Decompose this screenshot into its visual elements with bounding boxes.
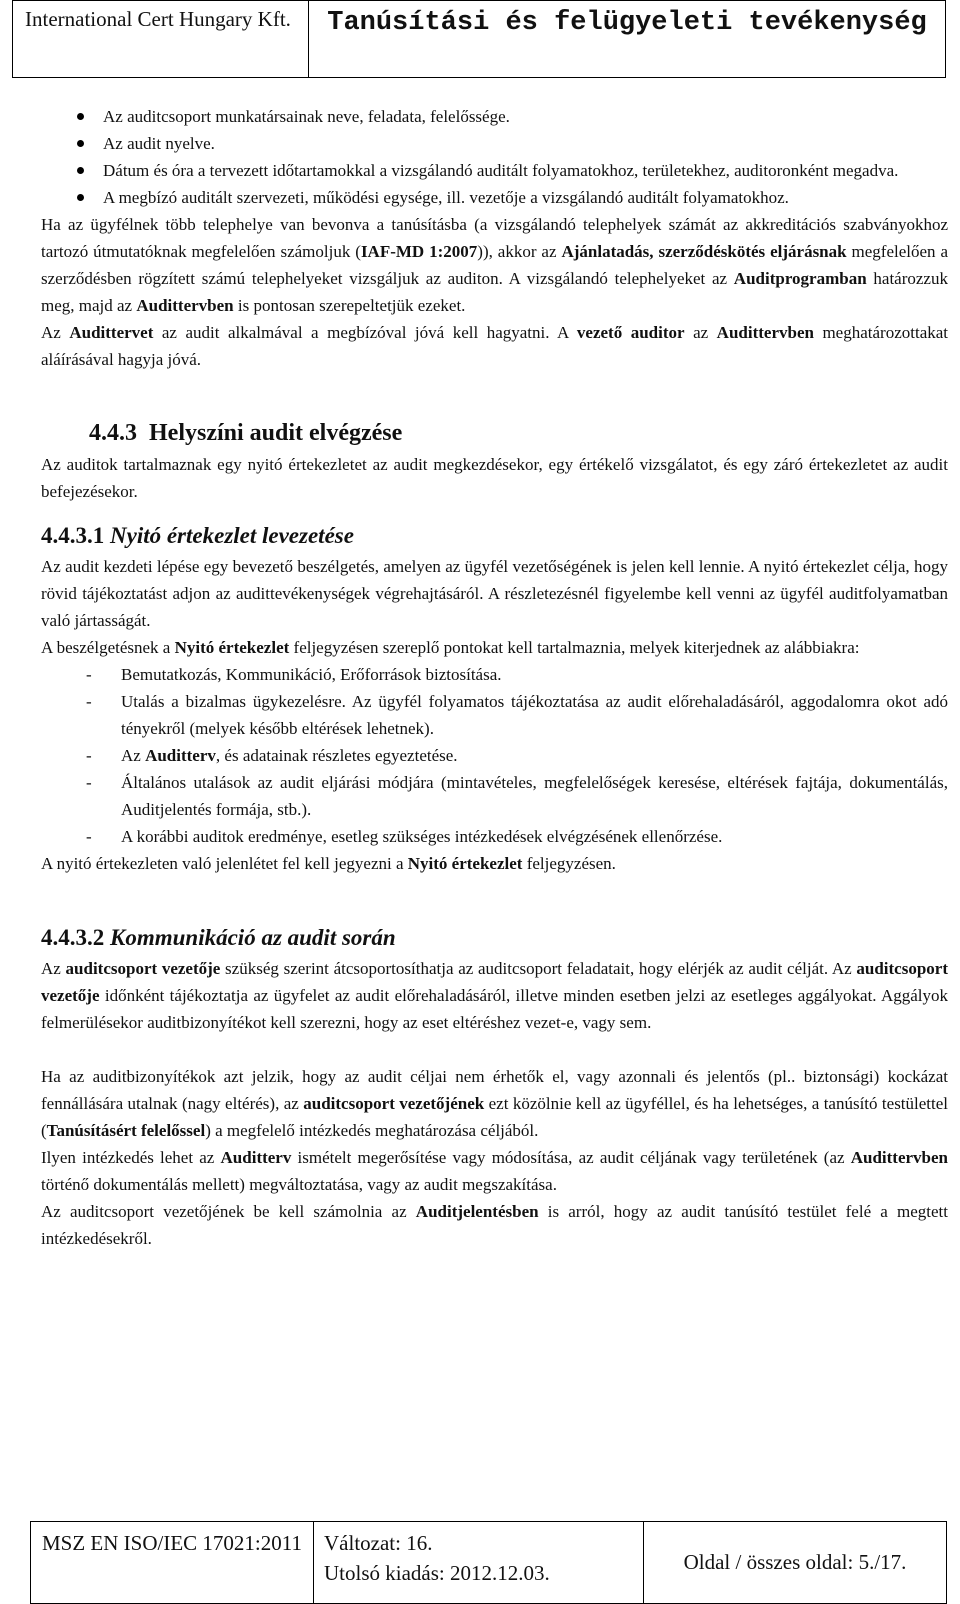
document-title: Tanúsítási és felügyeleti tevékenység <box>327 8 927 38</box>
opening-meeting-points-intro: A beszélgetésnek a Nyitó értekezlet feljegyzésen szereplő pontokat kell tartalmaznia, melyek kiterjednek az alábbiakra: <box>41 638 860 657</box>
dash-item: - Az Auditterv, és adatainak részletes egyeztetése. <box>86 746 458 765</box>
section-heading-4-4-3-1: 4.4.3.1 Nyitó értekezlet levezetése <box>41 523 354 548</box>
approval-paragraph: Az Audittervet az audit alkalmával a megbízóval jóvá kell hagyatni. A vezető auditor az Audittervben meghatározottakat aláírásával hagyja jóvá. <box>41 323 949 369</box>
document-body <box>41 103 948 1252</box>
dash-item: - Bemutatkozás, Kommunikáció, Erőforrások biztosítása. <box>86 665 502 684</box>
bullet-icon <box>77 113 84 120</box>
page-footer <box>30 1521 947 1604</box>
dash-item: - Általános utalások az audit eljárási módjára (mintavételes, megfelelőségek keresése, eltérések fajtája, dokumentálás, Auditjelentés formája, stb.). <box>86 773 948 819</box>
standard-reference: MSZ EN ISO/IEC 17021:2011 <box>31 1522 314 1603</box>
communication-paragraph-4: Az auditcsoport vezetőjének be kell számolnia az Auditjelentésben is arról, hogy az audit tanúsító testület felé a megtett intézkedésekről. <box>41 1202 948 1248</box>
communication-paragraph-1: Az auditcsoport vezetője szükség szerint átcsoportosíthatja az auditcsoport feladatait, hogy elérjék az audit célját. Az auditcsoport vezetője időnként tájékoztatja az ügyfelet az audit előrehaladásáról, illetve minden esetben jelzi az esetleges aggályokat. Aggályok felmerülésekor auditbizonyítékot kell szerezni, hogy az eset eltéréshez vezet-e, vagy sem. <box>41 959 948 1032</box>
bullet-item: Dátum és óra a tervezett időtartamokkal a vizsgálandó auditált folyamatokhoz, területekhez, auditoronként megadva. <box>41 157 948 184</box>
section-heading-4-4-3: 4.4.3 Helyszíni audit elvégzése <box>89 420 403 446</box>
page-number: Oldal / összes oldal: 5./17. <box>683 1550 907 1574</box>
version-info <box>314 1522 644 1603</box>
bullet-item: Az auditcsoport munkatársainak neve, feladata, felelőssége. <box>41 103 948 130</box>
version-number: Változat: 16. <box>324 1531 433 1555</box>
issue-date: Utolsó kiadás: 2012.12.03. <box>324 1561 550 1585</box>
bullet-list <box>41 103 948 211</box>
sites-paragraph: Ha az ügyfélnek több telephelye van bevonva a tanúsításba (a vizsgálandó telephelyek számát az akkreditációs szabványokhoz tartozó útmutatóknak megfelelően számoljuk (IAF-MD 1:2007)), akkor az Ajánlatadás, szerződéskötés eljárásnak megfelelően a szerződésben rögzített számú telephelyeket vizsgáljuk az auditon. A vizsgálandó telephelyeket az Auditprogramban határozzuk meg, majd az Audittervben is pontosan szerepeltetjük ezeket. <box>41 215 949 315</box>
bullet-icon <box>77 194 84 201</box>
communication-paragraph-3: Ilyen intézkedés lehet az Auditterv ismételt megerősítése vagy módosítása, az audit céljának vagy területének (az Audittervben történő dokumentálás mellett) megváltoztatása, vagy az audit megszakítása. <box>41 1148 948 1194</box>
dash-item: - A korábbi auditok eredménye, esetleg szükséges intézkedések elvégzésének ellenőrzése. <box>86 827 723 846</box>
attendance-paragraph: A nyitó értekezleten való jelenlétet fel kell jegyezni a Nyitó értekezlet feljegyzésen. <box>41 854 616 873</box>
section-heading-4-4-3-2: 4.4.3.2 Kommunikáció az audit során <box>41 925 396 950</box>
bullet-item: Az audit nyelve. <box>41 130 948 157</box>
bullet-icon <box>77 140 84 147</box>
company-name: International Cert Hungary Kft. <box>13 1 309 77</box>
dash-item: - Utalás a bizalmas ügykezelésre. Az ügyfél folyamatos tájékoztatása az audit előrehaladásáról, aggodalomra okot adó tényekről (melyek később eltérések lehetnek). <box>86 692 948 738</box>
bullet-item: A megbízó auditált szervezeti, működési egysége, ill. vezetője a vizsgálandó auditált folyamatokhoz. <box>41 184 948 211</box>
section-4-4-3-text: Az auditok tartalmaznak egy nyitó értekezletet az audit megkezdésekor, egy értékelő vizsgálatot, és egy záró értekezletet az audit befejezésekor. <box>41 455 948 501</box>
bullet-icon <box>77 167 84 174</box>
opening-meeting-intro: Az audit kezdeti lépése egy bevezető beszélgetés, amelyen az ügyfél vezetőségének is jelen kell lennie. A nyitó értekezlet célja, hogy rövid tájékoztatást adjon az audittevékenységek végrehajtásáról. A részletezésnél figyelembe kell venni az ügyfél auditfolyamatban való jártasságát. <box>41 557 948 630</box>
communication-paragraph-2: Ha az auditbizonyítékok azt jelzik, hogy az audit céljai nem érhetők el, vagy azonnali és jelentős (pl.. biztonsági) kockázat fennállására utalnak (nagy eltérés), az auditcsoport vezetőjének ezt közölnie kell az ügyféllel, és ha lehetséges, a tanúsító testülettel (Tanúsításért felelőssel) a megfelelő intézkedés meghatározása céljából. <box>41 1067 949 1140</box>
page-header <box>12 0 946 78</box>
